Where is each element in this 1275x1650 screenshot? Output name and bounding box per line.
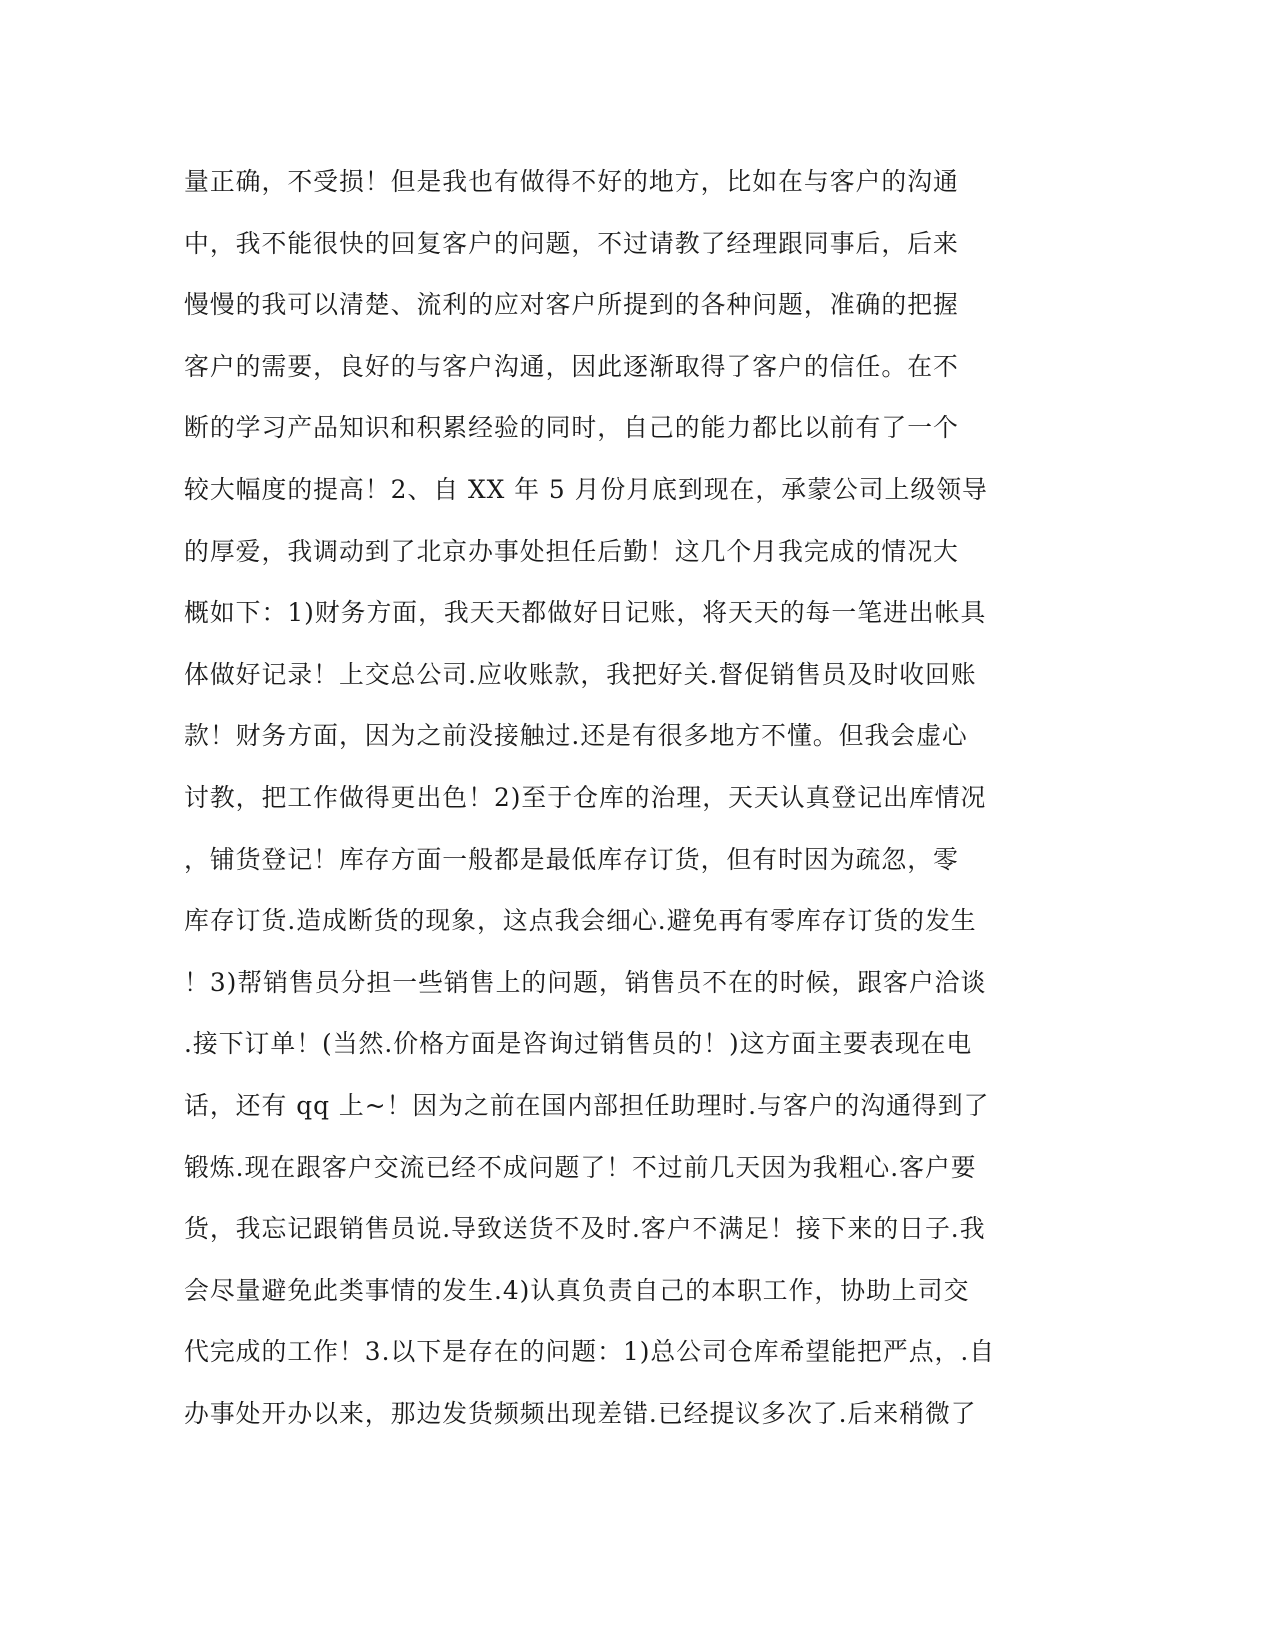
text-line: 货，我忘记跟销售员说.导致送货不及时.客户不满足！接下来的日子.我: [184, 1214, 986, 1244]
text-line: 的厚爱，我调动到了北京办事处担任后勤！这几个月我完成的情况大: [184, 536, 959, 566]
text-line: 库存订货.造成断货的现象，这点我会细心.避免再有零库存订货的发生: [184, 906, 977, 936]
text-line: 客户的需要，良好的与客户沟通，因此逐渐取得了客户的信任。在不: [184, 351, 959, 381]
text-line: 款！财务方面，因为之前没接触过.还是有很多地方不懂。但我会虚心: [184, 721, 968, 751]
text-line: ！3)帮销售员分担一些销售上的问题，销售员不在的时候，跟客户洽谈: [184, 967, 987, 997]
text-line: 办事处开办以来，那边发货频频出现差错.已经提议多次了.后来稍微了: [184, 1398, 977, 1428]
text-line: 会尽量避免此类事情的发生.4)认真负责自己的本职工作，协助上司交: [184, 1275, 970, 1305]
text-line: 概如下：1)财务方面，我天天都做好日记账，将天天的每一笔进出帐具: [184, 598, 987, 628]
text-line: 中，我不能很快的回复客户的问题，不过请教了经理跟同事后，后来: [184, 228, 959, 258]
text-line: 体做好记录！上交总公司.应收账款，我把好关.督促销售员及时收回账: [184, 659, 977, 689]
text-line: 较大幅度的提高！2、自 XX 年 5 月份月底到现在，承蒙公司上级领导: [184, 474, 988, 504]
text-line: 慢慢的我可以清楚、流利的应对客户所提到的各种问题，准确的把握: [184, 290, 959, 320]
text-line: 量正确，不受损！但是我也有做得不好的地方，比如在与客户的沟通: [184, 167, 959, 196]
text-line: ，铺货登记！库存方面一般都是最低库存订货，但有时因为疏忽，零: [184, 844, 959, 874]
text-line: 断的学习产品知识和积累经验的同时，自己的能力都比以前有了一个: [184, 413, 959, 443]
text-line: .接下订单！(当然.价格方面是咨询过销售员的！)这方面主要表现在电: [184, 1029, 973, 1059]
text-line: 话，还有 qq 上~！因为之前在国内部担任助理时.与客户的沟通得到了: [184, 1090, 990, 1120]
text-line: 讨教，把工作做得更出色！2)至于仓库的治理，天天认真登记出库情况: [184, 782, 987, 812]
body-text: [184, 160, 1084, 1453]
text-line: 锻炼.现在跟客户交流已经不成问题了！不过前几天因为我粗心.客户要: [184, 1152, 977, 1182]
text-line: 代完成的工作！3.以下是存在的问题：1)总公司仓库希望能把严点，.自: [184, 1337, 996, 1367]
